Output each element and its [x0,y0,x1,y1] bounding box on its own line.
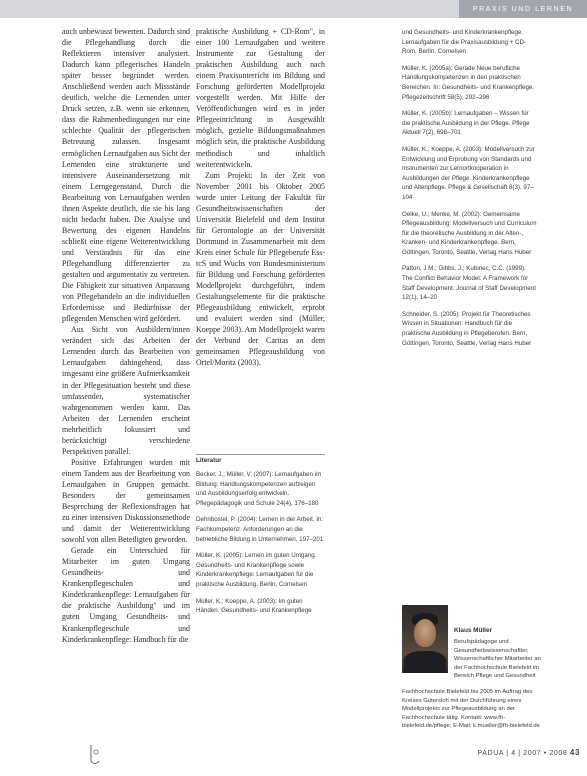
reference: Müller, K. (2005a): Gerade Neue berufliche Handlungskompetenzen in den praktischen Bereichen. In: Gesundheits- und Krankenpflege. Pflegezeitschrift 58(5), 292–296 [402,64,535,101]
article-column-2 [196,26,325,368]
author-name: Klaus Müller [454,627,492,634]
page-number: 43 [569,748,580,757]
reference: Becker, J.; Müller, V. (2007): Lernaufgaben im Bildung: Handlungskompetenzen aufzeigen und Ausbildungserfolg entwickeln. Pflegepädagogik und Schule 24(4), 176–180 [196,471,322,507]
reference: Müller, K. (2005): Lernen im guten Umgang. Gesundheits- und Krankenpflege sowie Kinderkrankenpflege: Lernaufgaben für die praktische Ausbildung. Berlin, Cornelsen [196,552,317,588]
ornament-icon [88,743,102,767]
reference: und Gesundheits- und Kinderkrankenpflege. Lernaufgaben für die Praxisausbildung + CD-Rom. Berlin, Cornelsen [402,29,526,56]
paragraph: Positive Erfahrungen wurden mit einem Tandem aus der Bearbeitung von Lernaufgaben in Gruppen gemacht. Besonders der gemeinsamen Besprechung der Reflexionsfragen hat zu einer intensiven Diskussionsmethode und damit der Weiterentwicklung sowohl von allen Beteiligten geworden. [62,457,190,545]
reference: Dehnbostel, P. (2004): Lernen in der Arbeit. In: Fachkompetenz. Anforderungen an die betriebliche Bildung in Unternehmen, 197–201 [196,516,324,543]
section-label: PRAXIS UND LERNEN [459,0,587,18]
page-footer [470,748,580,757]
paragraph: Zum Projekt: In der Zeit von November 2001 bis Oktober 2005 wurde unter Leitung der Fakultät für Gesundheitswissenschaften der Universität Bielefeld und dem Institut für Gerontologie an der Universität Dortmund in Zusammenarbeit mit dem Kreis einer Schule für Pflegeberufe Ess-tcS und Wuchs von Bundesministerium für Bildung und Forschung geförderten Modellprojekt durchgeführt, indem Gestaltungselemente für die praktische Pflegeausbildung entwickelt, erprobt und evaluiert werden sind (Müller, Koeppe 2003). Am Modellprojekt waren der Verbund der Caritas an dem gemeinsamen Pflegeausbildung von Ortel/Moritz (2003). [196,170,325,368]
header-bar [0,0,587,18]
reference: Patton, J.M.; Gibbs, J.; Kubinec, C.C. (1999): The Conflict Behavior Model: A Framework for Staff Development. Journal of Staff Development 12(1), 14–20 [402,265,536,302]
author-photo-face [414,619,436,647]
author-bio: Berufspädagoge und Gesundheitswissenschaftler, Wissenschaftlicher Mitarbeiter an der Fachhochschule Bielefeld im Bereich Pflege und Gesundheit [454,639,541,680]
paragraph: auch unbewusst bewerten. Dadurch sind die Pflegehandlung durch die Reflektieren intensiver analysiert. Dadurch kann pflegerisches Handeln später besser begründet werden. Anschließend werden auch Missstände deutlich, welche die Lernenden unter Druck setzen, z.B. wenn sie erkennen, dass die Rahmenbedingungen nur eine schlechte Qualität der pflegerischen Betreuung zulassen. Insgesamt ermöglichen Lernaufgaben aus Sicht der Lernenden eine strukturierte und intensivere Auseinandersetzung mit einem Lerngegenstand. Durch die Bearbeitung von Lernaufgaben werden ihnen Aspekte deutlich, die sie bis lang nicht bedacht haben. Die Analyse und Bewertung des eigenen Handelns schließt eine eigene Weiterentwicklung und Verständnis für das eine Pflegehandlung differenzierter zu gestalten und argumentativ zu vertreten. Die Fähigkeit zur situativen Anpassung von Pflegehandeln an die individuellen Erfordernisse und Bedürfnisse der pflegenden Menschen wird gefördert. [62,27,190,324]
reference: Schneider, S. (2005): Projekt für Theoretisches Wissen in Situationen: Handbuch für die praktische Ausbildung in Pflegeberufen. Bern, Göttingen, Toronto, Seattle, Verlag Hans Huber [402,310,532,347]
author-photo-shirt [404,651,446,673]
reference: Müller, K.; Koeppe, A. (2003): Im guten Händen. Gesundheits- und Krankenpflege [196,597,312,615]
paragraph: Gerade ein Unterschied für Mitarbeiter im guten Umgang Gesundheits- und Krankenpflegeschulen und Kinderkrankenpflege: Lernaufgaben für die praktische Ausbildung" und im guten Umgang Gesundheits- und Krankenpflegeschule und Kinderkrankenpflege: Handbuch für die [62,546,190,644]
author-bio-continued: Fachhochschule Bielefeld bis 2005 im Auftrag des Kreises Gütersloh mit der Durchführung eines Modellprojekts zur Pflegeausbildung an der Fachhochschule tätig. Kontakt: www.fh-bielefeld.de/pflege; E-Mail: k.mueller@fh-bielefeld.de [402,689,540,730]
paragraph: Aus Sicht von Ausbildern/innen verändert sich das Arbeiten der Lernenden durch das Bearbeiten von Lernaufgaben dahingehend, dass insgesamt eine größere Aufmerksamkeit in der Pflegesituation besteht und diese umfassender, systematischer wahrgenommen werden kann. Das Arbeiten der Lernenden erscheint mehrheitlich fokussiert und berücksichtigt verschiedene Perspektiven parallel. [62,325,190,456]
literature-heading: Literatur [196,457,222,464]
author-photo [402,605,448,673]
reference-list-right [402,28,537,355]
publication-name: PADUA | 4 | 2007 • 2008 [477,750,568,757]
literature-divider [196,454,325,455]
article-column-1 [62,26,190,645]
reference: Oelke, U.; Menke, M. (2002): Gemeinsame Pflegeausbildung: Modellversuch und Curriculum für die theoretische Ausbildung in der Alten-, Kranken- und Kinderkrankenpflege. Bern, Göttingen, Toronto, Seattle, Verlag Hans Huber [402,210,537,256]
paragraph: praktische Ausbildung + CD-Rom", in einer 100 Lernaufgaben und weitere Instrumente zur Gestaltung der praktischen Ausbildung auch nach einem Praxisunterricht im Bildung und Forschung geförderten Modellprojekt vorgestellt werden. Mit Hilfe der Veröffentlichungen wird es in jeder Pflegeeinrichtung in Ausgewählt möglich, gezielte Bildungsmaßnahmen möglich sein, die praktische Ausbildung methodisch und inhaltlich weiterentwickeln. [196,27,325,169]
reference: Müller, K.; Koeppe, A. (2003): Modellversuch zur Entwicklung und Erprobung von Standards und Instrumenten zur Lernortkooperation in Ausbildungen der Pflege. Kinderkrankenpflege und Altenpflege. Pflege & Gesellschaft 8(3), 97–104 [402,145,535,201]
reference-list-left [196,470,325,623]
reference: Müller, K. (2005b): Lernaufgaben – Wissen für die praktische Ausbildung in der Pflege. Pflege Aktuell 7(2), 698–701 [402,110,530,137]
